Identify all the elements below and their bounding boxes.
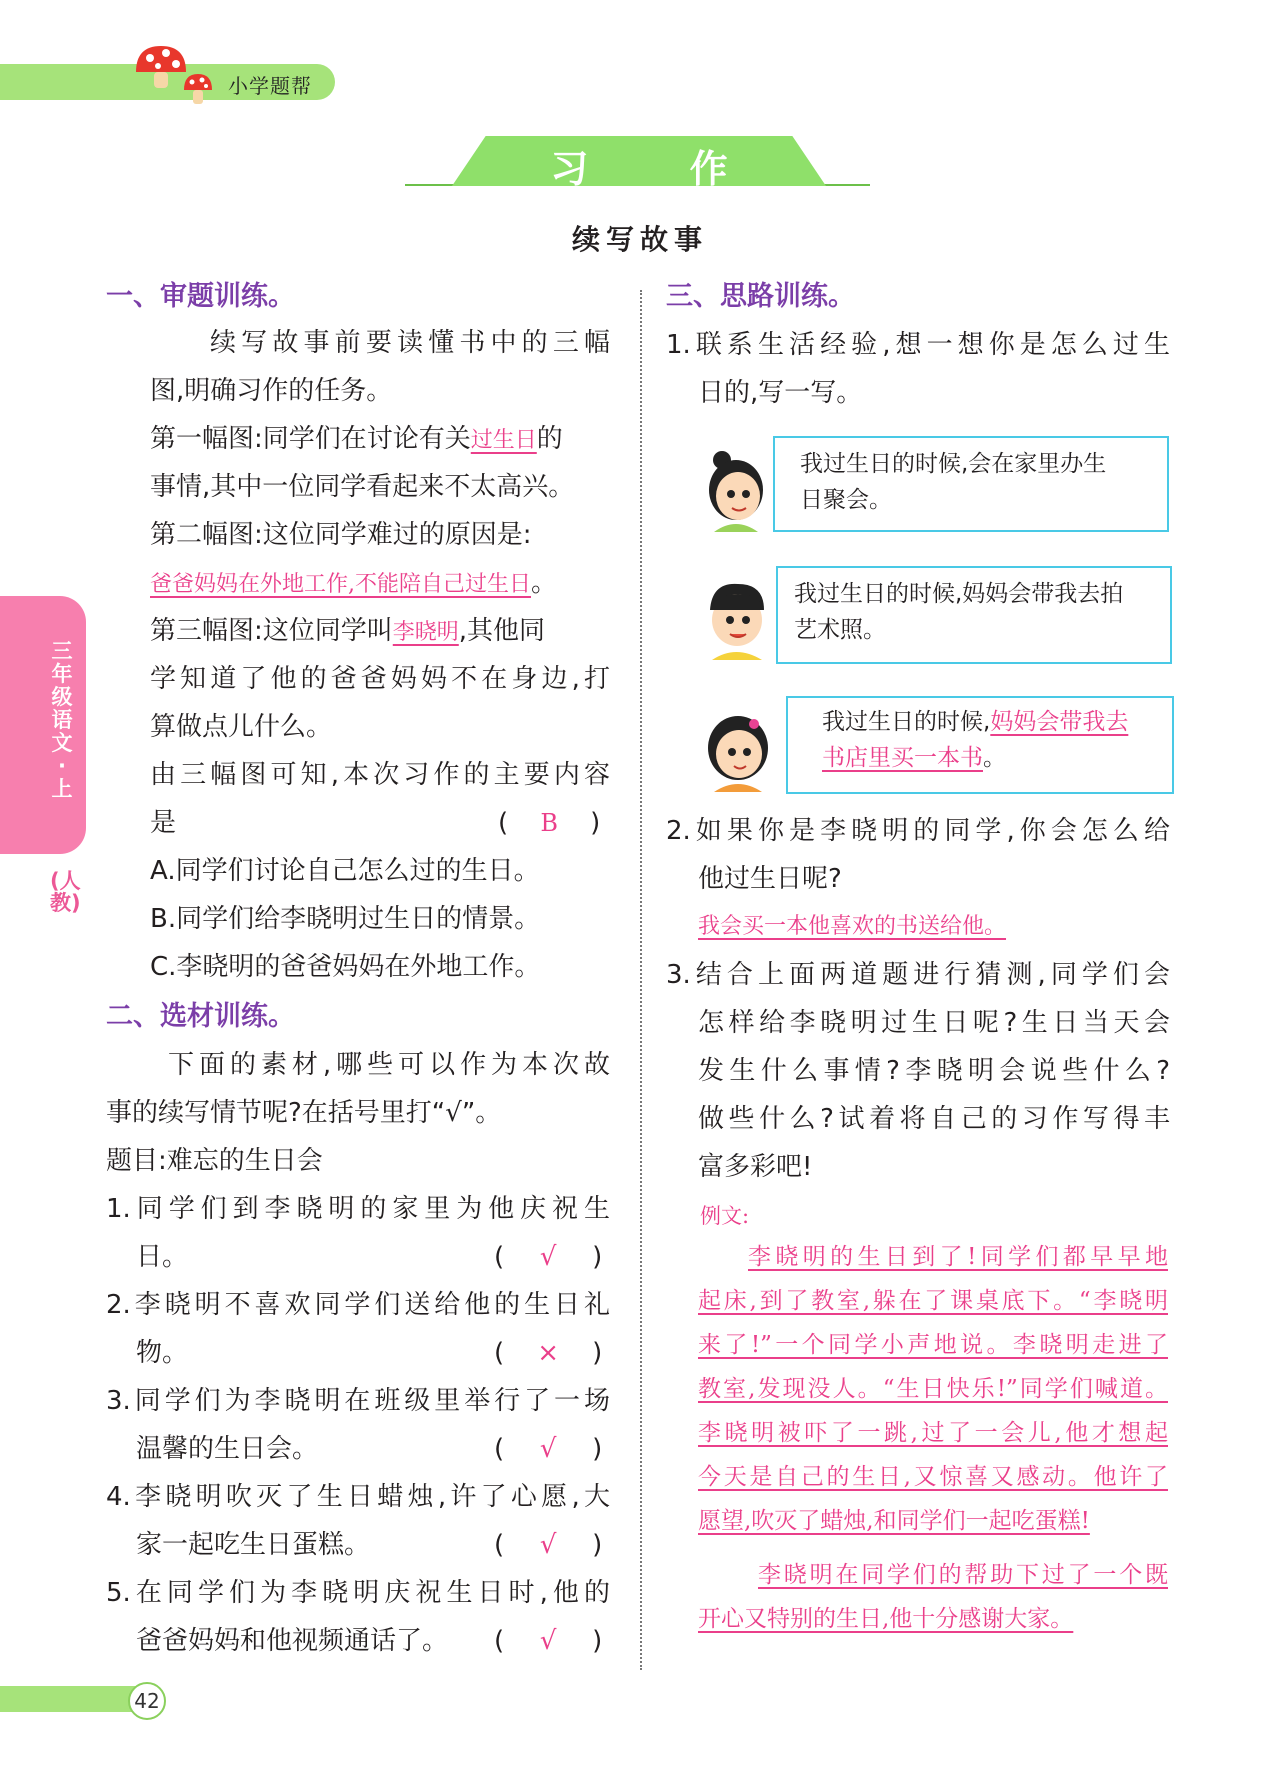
s2-intro-2: 事的续写情节呢?在括号里打“√”。 <box>106 1098 502 1128</box>
example-line-5: 李晓明被吓了一跳,过了一会儿,他才想起 <box>698 1420 1168 1446</box>
boy-avatar-icon <box>696 576 776 660</box>
s1-p3-line3: 算做点儿什么。 <box>150 712 333 742</box>
footer-band <box>0 1686 140 1712</box>
answer-reason: 爸爸妈妈在外地工作,不能陪自己过生日 <box>150 572 531 597</box>
q2-line1: 2.如果你是李晓明的同学,你会怎么给 <box>666 816 1170 846</box>
example-label: 例文: <box>700 1204 750 1228</box>
bubble-3-line1: 我过生日的时候,妈妈会带我去 <box>822 709 1129 735</box>
bubble-1-line2: 日聚会。 <box>800 487 892 513</box>
example-line-4: 教室,发现没人。“生日快乐!”同学们喊道。 <box>698 1376 1168 1402</box>
s2-intro-1: 下面的素材,哪些可以作为本次故 <box>168 1050 610 1080</box>
item-3-line2: 温馨的生日会。 <box>136 1434 319 1464</box>
s1-p1-pre: 第一幅图:同学们在讨论有关 <box>150 424 471 454</box>
column-divider <box>640 290 642 1670</box>
item-2-paren: ( × ) <box>494 1338 603 1368</box>
s2-topic: 题目:难忘的生日会 <box>106 1146 323 1176</box>
s1-intro-1: 续写故事前要读懂书中的三幅 <box>210 328 610 358</box>
item-5-paren: ( √ ) <box>494 1626 603 1656</box>
s1-p2-line2: 爸爸妈妈在外地工作,不能陪自己过生日。 <box>150 568 558 598</box>
example-line-8: 李晓明在同学们的帮助下过了一个既 <box>758 1562 1168 1588</box>
q2-line2: 他过生日呢? <box>698 864 842 894</box>
q3-line4: 做些什么?试着将自己的习作写得丰 <box>698 1104 1170 1134</box>
q3-line3: 发生什么事情?李晓明会说些什么? <box>698 1056 1170 1086</box>
girl-avatar-icon <box>696 446 776 532</box>
answer-name: 李晓明 <box>392 620 459 645</box>
page-title: 习 作 <box>550 147 772 191</box>
answer-choice: B <box>540 809 558 837</box>
item-3-paren: ( √ ) <box>494 1434 603 1464</box>
q2-answer: 我会买一本他喜欢的书送给他。 <box>698 914 1007 939</box>
bubble-2-line2: 艺术照。 <box>794 617 886 643</box>
q1-line1: 1.联系生活经验,想一想你是怎么过生 <box>666 330 1170 360</box>
example-line-1: 李晓明的生日到了!同学们都早早地 <box>748 1244 1168 1270</box>
example-line-7: 愿望,吹灭了蜡烛,和同学们一起吃蛋糕! <box>698 1508 1090 1534</box>
item-2-line2: 物。 <box>136 1338 189 1368</box>
item-3-mark: √ <box>539 1434 557 1464</box>
example-line-6: 今天是自己的生日,又惊喜又感动。他许了 <box>698 1464 1168 1490</box>
bubble-1-line1: 我过生日的时候,会在家里办生 <box>800 451 1107 477</box>
q3-line2: 怎样给李晓明过生日呢?生日当天会 <box>698 1008 1170 1038</box>
example-line-3: 来了!”一个同学小声地说。李晓明走进了 <box>698 1332 1168 1358</box>
item-1-line1: 1.同学们到李晓明的家里为他庆祝生 <box>106 1194 610 1224</box>
option-a: A.同学们讨论自己怎么过的生日。 <box>150 856 540 886</box>
bubble-3-line2: 书店里买一本书。 <box>822 745 1006 771</box>
option-b: B.同学们给李晓明过生日的情景。 <box>150 904 541 934</box>
answer-paren: ( B ) <box>498 808 601 838</box>
item-4-line2: 家一起吃生日蛋糕。 <box>136 1530 371 1560</box>
s1-p1-post: 的 <box>536 424 563 454</box>
item-2-line1: 2.李晓明不喜欢同学们送给他的生日礼 <box>106 1290 610 1320</box>
s1-p1-line1 <box>150 422 610 458</box>
item-4-mark: √ <box>539 1530 557 1560</box>
example-line-2: 起床,到了教室,躲在了课桌底下。“李晓明 <box>698 1288 1168 1314</box>
item-1-mark: √ <box>539 1242 557 1272</box>
s1-p3-line1: 第三幅图:这位同学叫李晓明,其他同 <box>150 616 546 646</box>
bubble-2-line1: 我过生日的时候,妈妈会带我去拍 <box>794 581 1124 607</box>
item-3-line1: 3.同学们为李晓明在班级里举行了一场 <box>106 1386 610 1416</box>
brand-label: 小学题帮 <box>228 74 312 98</box>
bubble-3-answer-2: 书店里买一本书 <box>822 745 983 771</box>
item-5-mark: √ <box>539 1626 557 1656</box>
example-line-9: 开心又特别的生日,他十分感谢大家。 <box>698 1606 1074 1632</box>
item-5-line1: 5.在同学们为李晓明庆祝生日时,他的 <box>106 1578 610 1608</box>
q3-line5: 富多彩吧! <box>698 1152 813 1182</box>
bubble-3-answer-1: 妈妈会带我去 <box>990 709 1129 735</box>
section-2-heading: 二、选材训练。 <box>106 1001 295 1032</box>
section-1-heading: 一、审题训练。 <box>106 281 295 312</box>
s1-p1-line2: 事情,其中一位同学看起来不太高兴。 <box>150 472 575 502</box>
page-number: 42 <box>128 1682 166 1720</box>
mushroom-small-icon <box>182 72 214 106</box>
section-3-heading: 三、思路训练。 <box>666 281 855 312</box>
s1-p3-line2: 学知道了他的爸爸妈妈不在身边,打 <box>150 664 610 694</box>
answer-guosheng: 过生日 <box>470 428 537 453</box>
side-tab-edition: (人教) <box>50 869 81 915</box>
item-5-line2: 爸爸妈妈和他视频通话了。 <box>136 1626 449 1656</box>
item-4-paren: ( √ ) <box>494 1530 603 1560</box>
s1-intro-2: 图,明确习作的任务。 <box>150 376 393 406</box>
item-1-line2: 日。 <box>136 1242 189 1272</box>
option-c: C.李晓明的爸爸妈妈在外地工作。 <box>150 952 541 982</box>
s1-p2-line1: 第二幅图:这位同学难过的原因是: <box>150 520 532 550</box>
s1-question-line1: 由三幅图可知,本次习作的主要内容 <box>150 760 610 790</box>
q1-line2: 日的,写一写。 <box>698 378 863 408</box>
q3-line1: 3.结合上面两道题进行猜测,同学们会 <box>666 960 1170 990</box>
item-1-paren: ( √ ) <box>494 1242 603 1272</box>
page-subtitle: 续写故事 <box>571 223 708 256</box>
side-tab-label: 三年级语文·上 <box>51 639 73 801</box>
item-2-mark: × <box>537 1338 560 1368</box>
item-4-line1: 4.李晓明吹灭了生日蜡烛,许了心愿,大 <box>106 1482 610 1512</box>
s1-question-line2: 是 <box>150 808 177 838</box>
girl-pink-avatar-icon <box>696 706 780 792</box>
